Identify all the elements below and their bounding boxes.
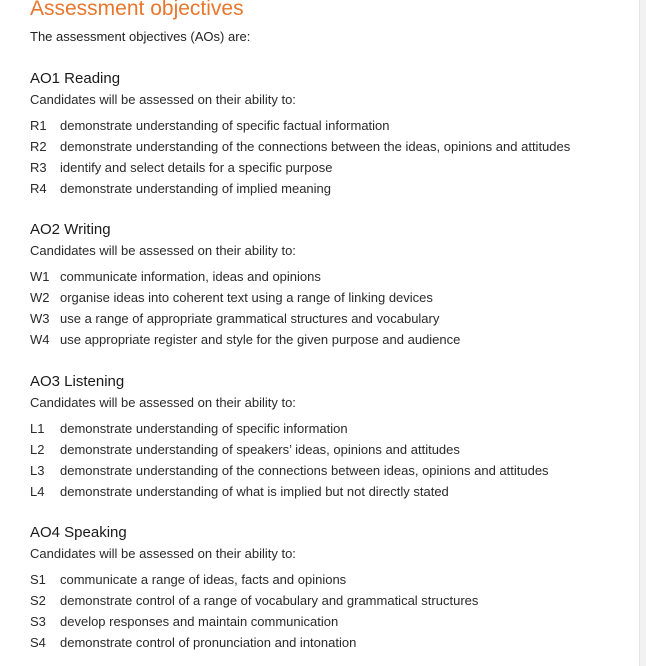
section-ao2-writing	[30, 220, 630, 350]
objective-code: R2	[30, 139, 47, 154]
objective-code: W3	[30, 311, 50, 326]
objective-text: develop responses and maintain communication	[60, 614, 339, 629]
objective-code: L4	[30, 484, 45, 499]
objective-code: R4	[30, 181, 47, 196]
objective-text: demonstrate control of a range of vocabulary and grammatical structures	[60, 593, 479, 608]
objective-list	[30, 266, 630, 350]
objective-item	[30, 632, 630, 653]
objective-item	[30, 157, 630, 178]
objective-text: communicate a range of ideas, facts and opinions	[60, 572, 347, 587]
objective-text: use a range of appropriate grammatical structures and vocabulary	[60, 311, 440, 326]
objective-list	[30, 569, 630, 653]
section-heading: AO4 Speaking	[30, 524, 127, 541]
objective-item	[30, 115, 630, 136]
objective-item	[30, 481, 630, 502]
section-lead: Candidates will be assessed on their ability to:	[30, 243, 296, 258]
objective-text: demonstrate understanding of specific factual information	[60, 118, 390, 133]
section-lead: Candidates will be assessed on their ability to:	[30, 546, 296, 561]
objective-text: demonstrate understanding of the connections between the ideas, opinions and attitudes	[60, 139, 571, 154]
objective-code: L2	[30, 442, 45, 457]
page-title: Assessment objectives	[30, 0, 244, 20]
objective-code: S4	[30, 635, 46, 650]
objective-code: S3	[30, 614, 46, 629]
objective-code: W2	[30, 290, 50, 305]
objective-text: identify and select details for a specific purpose	[60, 160, 333, 175]
section-lead: Candidates will be assessed on their ability to:	[30, 92, 296, 107]
objective-item	[30, 287, 630, 308]
objective-code: R3	[30, 160, 47, 175]
objective-item	[30, 439, 630, 460]
objective-text: demonstrate understanding of speakers’ ideas, opinions and attitudes	[60, 442, 460, 457]
section-ao1-reading	[30, 69, 630, 199]
objective-text: demonstrate understanding of specific information	[60, 421, 348, 436]
objective-item	[30, 569, 630, 590]
objective-code: W1	[30, 269, 50, 284]
objective-item	[30, 418, 630, 439]
objective-item	[30, 329, 630, 350]
objective-text: demonstrate understanding of implied meaning	[60, 181, 332, 196]
objective-code: W4	[30, 332, 50, 347]
objective-text: organise ideas into coherent text using a range of linking devices	[60, 290, 433, 305]
objective-item	[30, 590, 630, 611]
objective-code: S2	[30, 593, 46, 608]
objective-code: S1	[30, 572, 46, 587]
section-heading: AO1 Reading	[30, 70, 121, 87]
section-ao3-listening	[30, 372, 630, 502]
objective-text: demonstrate understanding of the connections between ideas, opinions and attitudes	[60, 463, 549, 478]
objective-code: R1	[30, 118, 47, 133]
intro-text: The assessment objectives (AOs) are:	[30, 29, 251, 44]
objective-code: L3	[30, 463, 45, 478]
objective-item	[30, 460, 630, 481]
objective-code: L1	[30, 421, 45, 436]
section-ao4-speaking	[30, 523, 630, 653]
section-heading: AO3 Listening	[30, 373, 125, 390]
section-lead: Candidates will be assessed on their ability to:	[30, 395, 296, 410]
section-heading: AO2 Writing	[30, 221, 111, 238]
objective-list	[30, 418, 630, 502]
objective-item	[30, 308, 630, 329]
objective-text: demonstrate control of pronunciation and intonation	[60, 635, 357, 650]
objective-list	[30, 115, 630, 199]
page-edge-shadow	[639, 0, 646, 666]
objective-text: use appropriate register and style for the given purpose and audience	[60, 332, 461, 347]
objective-text: demonstrate understanding of what is implied but not directly stated	[60, 484, 449, 499]
objective-item	[30, 611, 630, 632]
objective-item	[30, 178, 630, 199]
objective-item	[30, 136, 630, 157]
objective-text: communicate information, ideas and opinions	[60, 269, 321, 284]
objective-item	[30, 266, 630, 287]
